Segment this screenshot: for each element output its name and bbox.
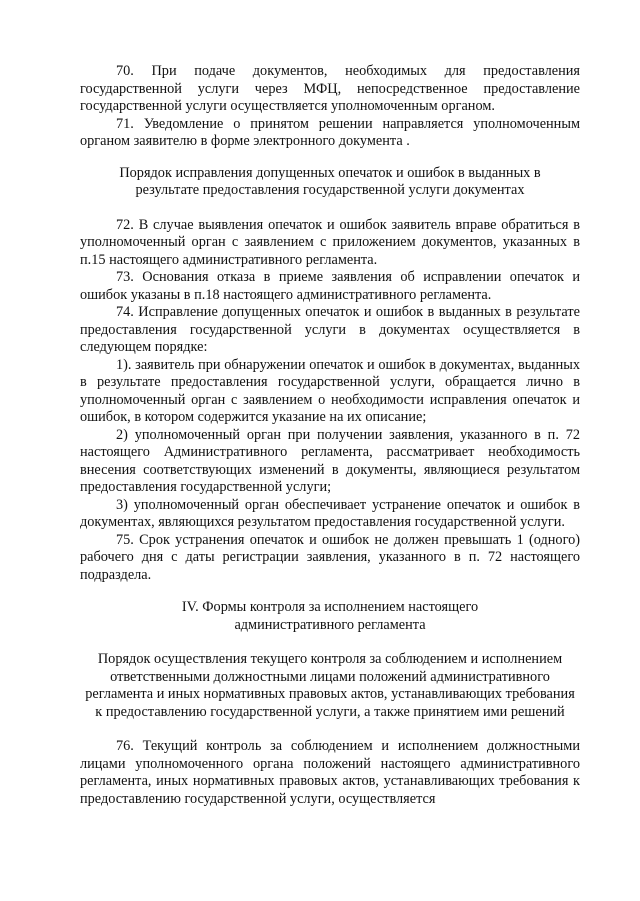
paragraph-75: 75. Срок устранения опечаток и ошибок не должен превышать 1 (одного) рабочего дня с даты регистрации заявления, указанного в п. 72 настоящего подраздела. bbox=[80, 531, 580, 583]
paragraph-74-item-3: 3) уполномоченный орган обеспечивает устранение опечаток и ошибок в документах, являющихся результатом предоставления государственной услуги. bbox=[80, 496, 580, 530]
paragraph-72: 72. В случае выявления опечаток и ошибок заявитель вправе обратиться в уполномоченный орган с заявлением с приложением документов, указанных в п.15 настоящего административного регламента. bbox=[80, 216, 580, 268]
paragraph-70: 70. При подаче документов, необходимых для предоставления государственной услуги через МФЦ, непосредственное предоставление государственной услуги осуществляется уполномоченным органом. bbox=[80, 63, 580, 114]
heading-error-correction: Порядок исправления допущенных опечаток и ошибок в выданных в результате предоставления государственной услуги документах bbox=[119, 164, 541, 198]
document-body bbox=[80, 63, 580, 808]
section-iv-title: IV. Формы контроля за исполнением настоящего административного регламента bbox=[181, 599, 479, 633]
paragraph-74-item-1: 1). заявитель при обнаружении опечаток и ошибок в документах, выданных в результате предоставления государственной услуги, обращается лично в уполномоченный орган с заявлением о необходимости исправления опечаток и ошибок, в котором содержится указание на их описание; bbox=[80, 356, 580, 425]
paragraph-76: 76. Текущий контроль за соблюдением и исполнением должностными лицами уполномоченного органа положений настоящего административного регламента, иных нормативных правовых актов, устанавливающих требования к предоставлению государственной услуги, осуществляется bbox=[80, 738, 580, 807]
paragraph-74: 74. Исправление допущенных опечаток и ошибок в выданных в результате предоставления государственной услуги в документах осуществляется в следующем порядке: bbox=[80, 304, 580, 355]
paragraph-74-item-2: 2) уполномоченный орган при получении заявления, указанного в п. 72 настоящего Административного регламента, рассматривает необходимость внесения соответствующих изменений в документы, являющиеся результатом предоставления государственной услуги; bbox=[80, 426, 580, 495]
paragraph-71: 71. Уведомление о принятом решении направляется уполномоченным органом заявителю в форме электронного документа . bbox=[80, 115, 580, 149]
paragraph-73: 73. Основания отказа в приеме заявления об исправлении опечаток и ошибок указаны в п.18 настоящего административного регламента. bbox=[80, 269, 580, 303]
heading-current-control: Порядок осуществления текущего контроля за соблюдением и исполнением ответственными должностными лицами положений административного регламента и иных нормативных правовых актов, устанавливающих требования к предоставлению государственной услуги, а также принятием ими решений bbox=[85, 651, 575, 720]
